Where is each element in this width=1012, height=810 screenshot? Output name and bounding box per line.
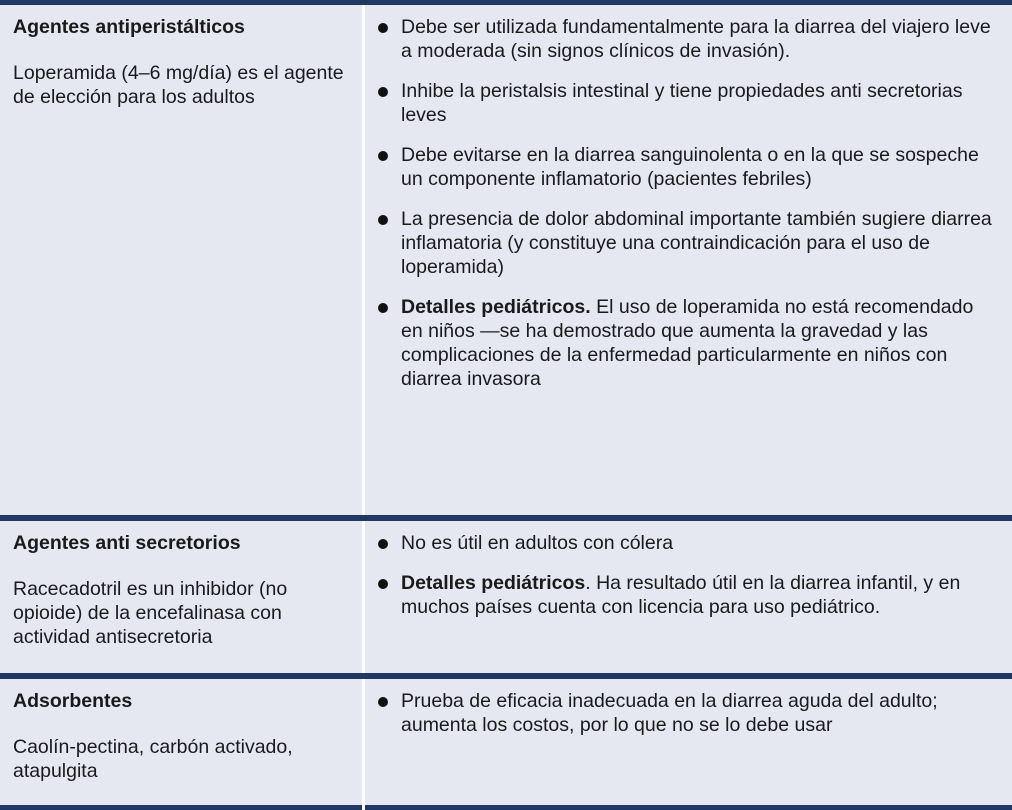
bullet-lead: Detalles pediátricos. — [401, 296, 591, 318]
agent-cell — [0, 521, 365, 673]
bullet-text: Prueba de eficacia inadecuada en la diarrea aguda del adulto; aumenta los costos, por lo que no se lo debe usar — [401, 690, 938, 736]
bullet-text: La presencia de dolor abdominal importante también sugiere diarrea inflamatoria (y constituye una contraindicación para el uso de loperamida) — [401, 208, 992, 278]
table-row-antiperistalticos — [0, 5, 1012, 515]
table-row-antisecretorios — [0, 521, 1012, 673]
agent-description: Loperamida (4–6 mg/día) es el agente de elección para los adultos — [13, 62, 344, 108]
bullet-text: Inhibe la peristalsis intestinal y tiene propiedades anti secretorias leves — [401, 80, 963, 126]
bullet-list — [377, 689, 998, 737]
bullet-text: El uso de loperamida no está recomendado en niños —se ha demostrado que aumenta la gravedad y las complicaciones de la enfermedad particularmente en niños con diarrea invasora — [401, 296, 974, 390]
bullet-dot-icon — [378, 87, 388, 97]
agent-cell — [0, 5, 365, 515]
notes-cell — [365, 521, 1012, 673]
bullet-dot-icon — [378, 23, 388, 33]
bullet-item — [377, 79, 998, 127]
bullet-dot-icon — [378, 539, 388, 549]
bullet-dot-icon — [378, 303, 388, 313]
bullet-text: Debe evitarse en la diarrea sanguinolenta o en la que se sospeche un componente inflamatorio (pacientes febriles) — [401, 144, 979, 190]
bullet-item — [377, 143, 998, 191]
bullet-item — [377, 531, 998, 555]
bullet-dot-icon — [378, 697, 388, 707]
bullet-text: No es útil en adultos con cólera — [401, 532, 674, 554]
agent-title: Adsorbentes — [13, 690, 133, 712]
notes-cell — [365, 5, 1012, 515]
table-row-adsorbentes — [0, 679, 1012, 810]
agent-title: Agentes anti secretorios — [13, 532, 241, 554]
bullet-list — [377, 15, 998, 391]
agent-title: Agentes antiperistálticos — [13, 16, 245, 38]
bullet-item — [377, 689, 998, 737]
bullet-item — [377, 295, 998, 391]
notes-cell — [365, 679, 1012, 810]
bullet-dot-icon — [378, 579, 388, 589]
agent-cell — [0, 679, 365, 810]
bullet-item — [377, 207, 998, 279]
agent-description: Racecadotril es un inhibidor (no opioide) de la encefalinasa con actividad antisecretoria — [13, 578, 288, 648]
bullet-list — [377, 531, 998, 619]
bullet-item — [377, 571, 998, 619]
bullet-text: . Ha resultado útil en la diarrea infantil, y en muchos países cuenta con licencia para uso pediátrico. — [401, 572, 961, 618]
bullet-lead: Detalles pediátricos — [401, 572, 586, 594]
agent-description: Caolín-pectina, carbón activado, atapulgita — [13, 736, 293, 782]
bullet-item — [377, 15, 998, 63]
bullet-dot-icon — [378, 215, 388, 225]
bullet-dot-icon — [378, 151, 388, 161]
bullet-text: Debe ser utilizada fundamentalmente para la diarrea del viajero leve a moderada (sin signos clínicos de invasión). — [401, 16, 991, 62]
